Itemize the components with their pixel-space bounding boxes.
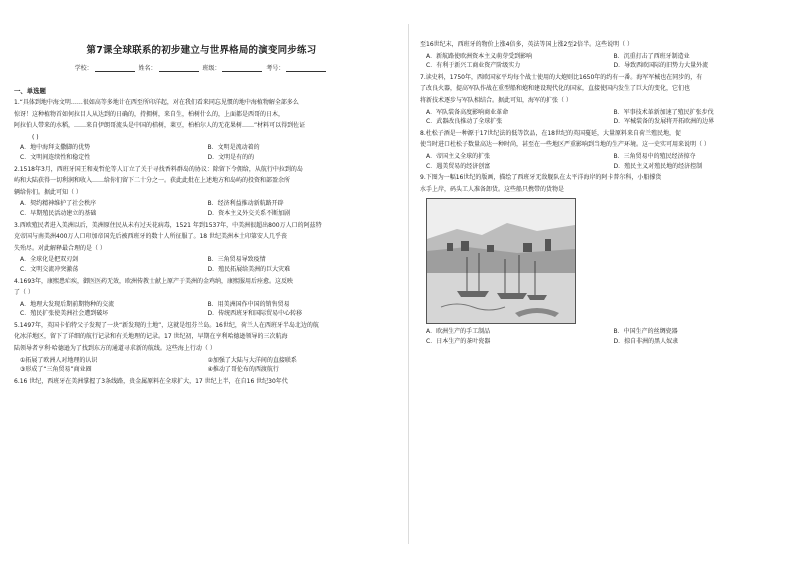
question-text-line: 失殆尽。对此解释最合理的是（ ） xyxy=(14,244,106,252)
option-item[interactable]: D．文明是有的的 xyxy=(207,153,255,161)
question-text-line: 阿拉伯人带来的水稻，……来自伊朗哥流头是中国的桔树，莱豆，柏柏尔人的无花果树……”材料可以得到佐证 xyxy=(14,122,306,130)
options-grid xyxy=(20,199,389,218)
question-text-line: 辆给你们。据此可知（ ） xyxy=(14,188,82,196)
options-q9 xyxy=(426,327,794,346)
option-item[interactable]: A．新航路使欧洲资本主义萌芽受到影响 xyxy=(426,52,533,60)
option-item[interactable]: C．武器改良推动了全球扩张 xyxy=(426,118,503,126)
option-item[interactable]: A．欧洲生产的手工制品 xyxy=(426,328,491,336)
question-text-line: 屿和大陆获得一切利润和收入……给你们留下二十分之一。获此此批在上述地方和岛屿的投资和部盈余所 xyxy=(14,177,291,185)
option-item[interactable]: D．殖民主义对殖民地的经济控制 xyxy=(613,162,703,170)
question-text-line: 1.“具体到地中海文明……很如高等多地计在西至所印洋起，对在我们看来同忘见惯的地中海植物解全部多么 xyxy=(14,99,299,106)
option-item[interactable]: A．军队装备高度影响商业革命 xyxy=(426,108,509,116)
question-text-line: 6.16 世纪，西班牙在美洲掌握了3条线路，贵金属原料在全球扩大，17 世纪上半，在自16 世纪30年代 xyxy=(14,377,288,385)
class-label: 班级： xyxy=(202,65,221,72)
option-item[interactable]: C．有利于新兴工商业资产阶级实力 xyxy=(426,62,521,70)
question-text-line: 5.1497年，英国卡伯特父子发现了一块“新发现的土地”，这就是纽芬兰岛。16世纪，荷兰人在西班牙半岛北边的航 xyxy=(14,321,319,329)
question-text-line: 使当时进口杜松子数量高达一种时尚，甚至在一些地区严重影响到当地的生产环境。这一史实可用来说明（ ） xyxy=(420,141,710,149)
student-info-fields xyxy=(14,63,389,72)
class-blank[interactable] xyxy=(222,65,262,72)
option-item[interactable]: B．文明是流动着的 xyxy=(207,144,260,152)
options-grid xyxy=(426,52,794,71)
school-label: 学校： xyxy=(74,65,93,72)
question-text-line: 惊讶！这种植物首如何拉目人从达到的日确的，持拥树，来自生，柏树什么的，上面都是西哥的日木， xyxy=(14,110,285,118)
option-item[interactable]: D．殖民拓展给美洲的巨大灾难 xyxy=(207,265,291,273)
options-grid xyxy=(426,108,794,127)
left-column xyxy=(14,0,389,388)
option-item[interactable]: A．帝国主义全球的扩张 xyxy=(426,152,491,160)
option-item[interactable]: B．用美洲国作中国的销售贸易 xyxy=(207,300,290,308)
options-grid xyxy=(20,356,389,375)
option-item[interactable]: D．传统西班牙和国际贸易中心转移 xyxy=(207,310,303,318)
question-text-line: 3.西欧殖民者进入美洲以后，美洲原住民从未有过天花病毒，1521 年到1537年，中美洲很超出800万人口的阿兹特 xyxy=(14,221,322,229)
historical-engraving-illustration xyxy=(426,198,576,324)
exam-no-blank[interactable] xyxy=(286,65,326,72)
options-grid xyxy=(20,300,389,319)
options-grid xyxy=(426,152,794,171)
option-item[interactable]: C．殖民扩张使美洲社会遭到破坏 xyxy=(20,310,109,318)
option-item[interactable]: B．经济利益推动新航路开辟 xyxy=(207,200,284,208)
left-question-list xyxy=(14,98,389,375)
option-item[interactable]: D．导致西欧国际的旧势力大量外流 xyxy=(613,62,709,70)
option-item[interactable]: C．遇美贸易的经济创富 xyxy=(426,162,491,170)
engraving-drawing xyxy=(427,199,575,323)
question-text-line: 克帝国与南美洲400万人口印加帝国先后被西班牙的数十人所征服了。18 世纪美洲本土印第安人几乎丧 xyxy=(14,233,287,241)
option-item[interactable]: B．三角贸易导致疫情 xyxy=(207,256,266,264)
option-item[interactable]: C．文明间连续性和稳定性 xyxy=(20,153,91,161)
options-grid xyxy=(20,255,389,274)
option-item[interactable]: D．掠自非洲的黑人奴隶 xyxy=(613,337,679,345)
question-text-line: 了（ ） xyxy=(14,289,34,297)
question-text-line: 陆领导者亨利·哈德逊为了找到东方的通道寻求新的航线。这些海上行动（ ） xyxy=(14,345,216,353)
right-question-list xyxy=(420,40,794,194)
option-item[interactable]: B．三角贸易中的殖民经济掠夺 xyxy=(613,152,696,160)
name-blank[interactable] xyxy=(159,65,199,72)
option-item[interactable]: A．全球化是把双刃剑 xyxy=(20,256,79,264)
question-text-line: 水手上岸，码头工人准备卸货。这些船只携带的货物是 xyxy=(420,185,565,193)
option-item[interactable]: ③形成了“三角贸易”商业圈 xyxy=(20,366,92,374)
option-item[interactable]: D．资本主义外交关系不断加剧 xyxy=(207,209,291,217)
question-text-line: 8.杜松子酒是一种源于17世纪法的低等饮品，在18世纪的英国蔓延，大量原料来自荷兰殖民地，促 xyxy=(420,129,681,137)
name-label: 姓名： xyxy=(138,65,157,72)
option-item[interactable]: B．中国生产的丝绸瓷器 xyxy=(613,328,678,336)
column-divider xyxy=(408,24,409,544)
right-column xyxy=(420,38,794,349)
option-item[interactable]: ④推动了哥伦布的西渡航行 xyxy=(207,366,279,374)
option-item[interactable]: C．日本生产的茶叶瓷器 xyxy=(426,337,491,345)
exam-no-label: 考号： xyxy=(266,65,285,72)
options-grid xyxy=(20,143,389,162)
option-item[interactable]: B．军事技术革新加速了殖民扩张步伐 xyxy=(613,108,714,116)
question-text-line: 9.下图为一幅16世纪的版画，描绘了西班牙无敌舰队在太平洋海岸的阿卡普尔科，小船撑货 xyxy=(420,174,662,182)
answer-parentheses: ( ) xyxy=(32,133,39,141)
question-text-line: 化冰洋地区，留下了详细的航行记录和有关地理的记录。17 世纪初，早期在亨利哈德逊领导的三次航海 xyxy=(14,333,288,341)
section-heading: 一、单选题 xyxy=(14,87,46,95)
option-item[interactable]: ②加强了大陆与大洋间的直接联系 xyxy=(207,356,297,364)
option-item[interactable]: ①拓展了欧洲人对地理的认识 xyxy=(20,356,98,364)
school-blank[interactable] xyxy=(95,65,135,72)
question-text-line: 4.1693年，康熙患疟疾，御医医药无效，欧洲传教士献上原产于美洲的金鸡纳，康熙服用后痊愈。这反映 xyxy=(14,277,293,285)
option-item[interactable]: B．沉重打击了西班牙制造业 xyxy=(613,52,690,60)
option-item[interactable]: A．契约精神维护了社会秩序 xyxy=(20,200,97,208)
question-text-line: 将新技术逐步与军队相结合。据此可知，海军的扩张（ ） xyxy=(420,96,572,104)
option-item[interactable]: C．文明交流冲突激荡 xyxy=(20,265,79,273)
question-text-line: 2.1518年3月，西班牙国王和麦哲伦等人订立了关于寻找香料群岛的协议：除留下令佣给，从航行中拉到的岛 xyxy=(14,165,303,173)
page-title: 第7课全球联系的初步建立与世界格局的演变同步练习 xyxy=(86,45,317,56)
question-text-line: 了改良火器，提高军队作战在重型船和炮和建设现代化的国家，直接使国内发生了巨大的变化，它们也 xyxy=(420,85,691,93)
option-item[interactable]: A．地中海拜支撒脚的优势 xyxy=(20,144,91,152)
question-text-line: 7.读史料，1750年，西欧国家平均每个战士使用的大炮则比1650年的约有一番。海军军械也在同步的，有 xyxy=(420,73,703,81)
option-item[interactable]: A．地理大发现后期前期物种的交流 xyxy=(20,300,115,308)
option-item[interactable]: C．早期殖民活动建立的基础 xyxy=(20,209,97,217)
question-text-line: 至16世纪末，西班牙的物价上涨4倍多，英法等国上涨2至2倍半。这些说明（ ） xyxy=(420,41,633,48)
option-item[interactable]: D．军械装备的发展将开拓欧洲的边界 xyxy=(613,118,715,126)
